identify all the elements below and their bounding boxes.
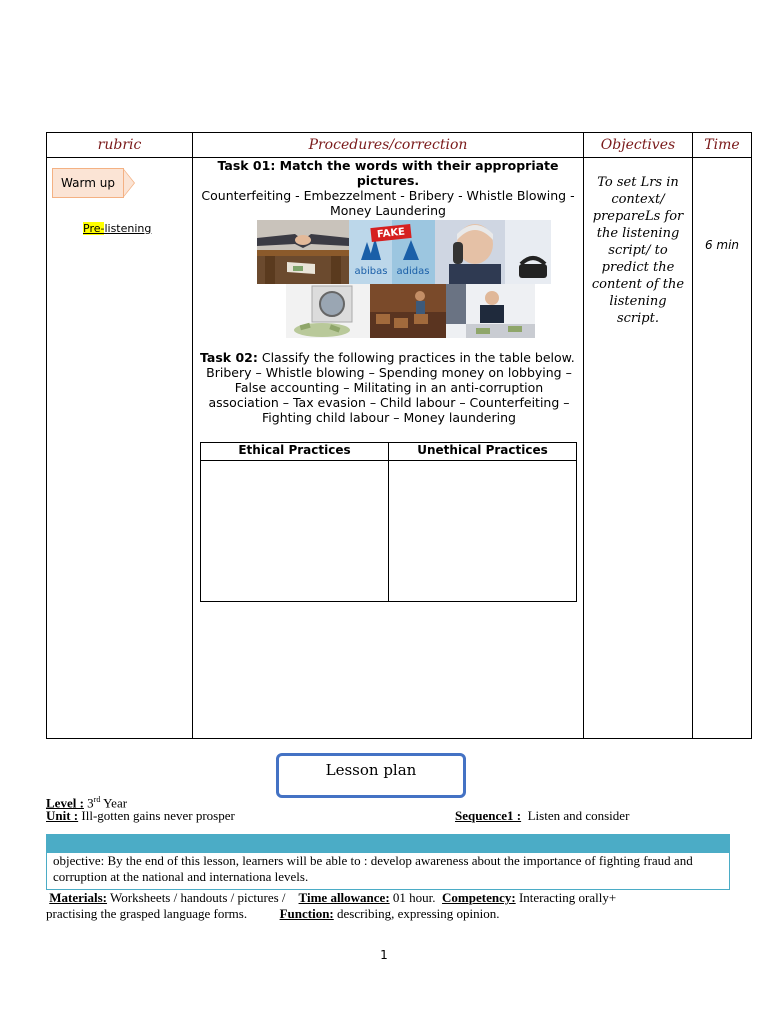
unit-value: Ill-gotten gains never prosper	[78, 808, 235, 823]
rubric-cell	[47, 158, 193, 739]
col-ethical: Ethical Practices	[201, 443, 389, 461]
page-number: 1	[380, 948, 388, 962]
task1-title: Task 01: Match the words with their appropriate pictures.	[217, 158, 559, 188]
level-num: 3	[87, 795, 94, 811]
materials-value: Worksheets / handouts / pictures /	[107, 890, 286, 905]
teal-divider-bar	[46, 834, 730, 852]
function-value: describing, expressing opinion.	[333, 906, 500, 921]
money-laundering-image	[286, 284, 370, 338]
materials-block	[46, 890, 746, 922]
task1-words: Counterfeiting - Embezzelment - Bribery - Whistle Blowing - Money Laundering	[201, 188, 575, 218]
competency-label: Competency:	[442, 890, 516, 905]
sequence-value: Listen and consider	[527, 808, 630, 823]
sequence-line	[455, 808, 629, 824]
lesson-table	[46, 132, 752, 739]
child-labour-image	[370, 284, 446, 338]
bribery-handshake-image	[257, 220, 349, 284]
brand-left-label: abibas	[354, 266, 388, 277]
level-rest: Year	[100, 795, 128, 811]
brand-right-label: adidas	[396, 266, 430, 277]
classify-table	[200, 442, 577, 602]
embezzlement-image	[446, 284, 535, 338]
task2-block	[200, 350, 578, 425]
task2-practices: Bribery – Whistle blowing – Spending money on lobbying – False accounting – Militating in an anti-corruption association – Tax evasion – Child labour – Counterfeiting – Fighting child labour – Money laundering	[206, 365, 572, 425]
header-time: Time	[693, 133, 752, 158]
competency-value: Interacting orally+	[515, 890, 617, 905]
function-label: Function:	[279, 906, 334, 921]
col-unethical: Unethical Practices	[389, 443, 577, 461]
task2-instruction: Classify the following practices in the table below.	[261, 350, 575, 365]
competency-cont: practising the grasped language forms.	[46, 906, 248, 921]
ethical-answer-cell[interactable]	[201, 461, 389, 602]
level-sup: rd	[93, 795, 101, 804]
counterfeit-logos-image	[349, 220, 435, 284]
procedures-cell	[193, 158, 584, 739]
time-allowance-label: Time allowance:	[298, 890, 390, 905]
header-rubric: rubric	[47, 133, 193, 158]
level-label: Level :	[46, 795, 84, 811]
header-objectives: Objectives	[584, 133, 693, 158]
task2-label: Task 02:	[200, 350, 258, 365]
time-text: 6 min	[704, 238, 740, 252]
materials-label: Materials:	[49, 890, 108, 905]
whistle-blowing-image	[435, 220, 551, 284]
warm-up-label: Warm up	[52, 168, 124, 198]
fake-label: FAKE	[376, 226, 406, 241]
unethical-answer-cell[interactable]	[389, 461, 577, 602]
pre-listening-label: Pre-listening	[83, 222, 152, 235]
unit-line	[46, 808, 235, 824]
unit-label: Unit :	[46, 808, 79, 823]
objective-box	[46, 852, 730, 890]
sequence-label: Sequence1 :	[455, 808, 522, 823]
time-allowance-value: 01 hour.	[389, 890, 436, 905]
objectives-cell	[584, 158, 693, 739]
header-procedures: Procedures/correction	[193, 133, 584, 158]
objectives-text: To set Lrs in context/ prepareLs for the listening script/ to predict the content of the listening script.	[591, 175, 685, 326]
lesson-plan-title: Lesson plan	[276, 753, 466, 798]
time-cell	[693, 158, 752, 739]
objective-text: objective: By the end of this lesson, learners will be able to : develop awareness about the importance of fighting fraud and corruption at the national and internationa levels.	[53, 853, 693, 884]
